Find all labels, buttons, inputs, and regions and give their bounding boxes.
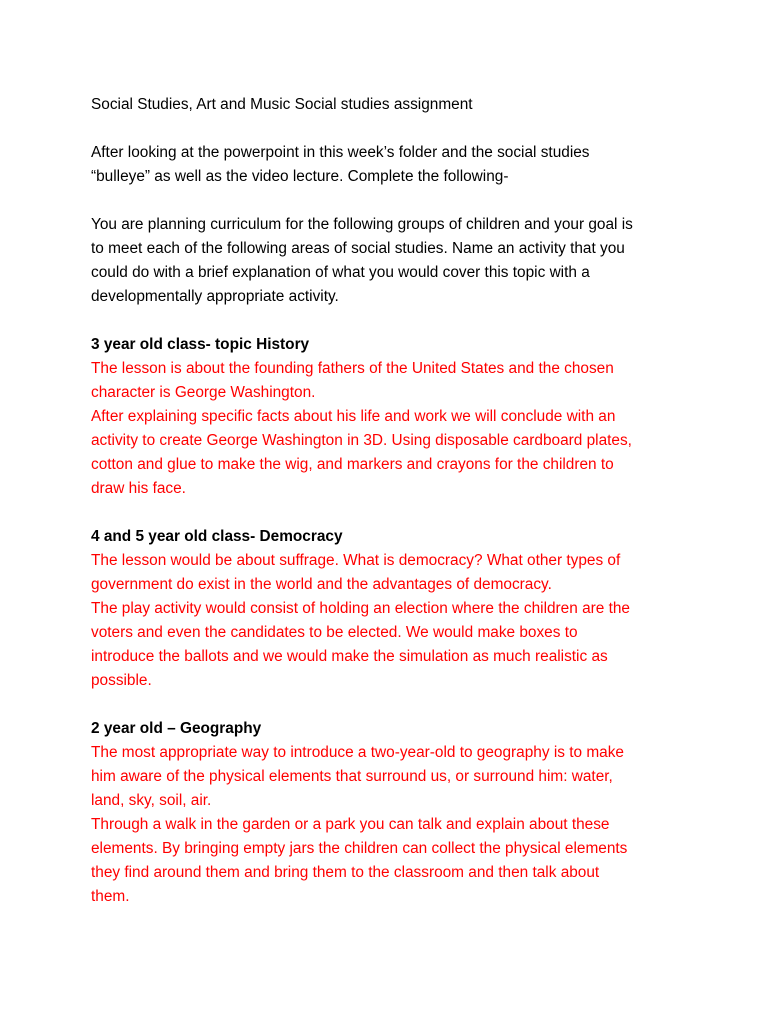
answer-line: cotton and glue to make the wig, and markers and crayons for the children to xyxy=(91,456,614,473)
instructions-line: could do with a brief explanation of what you would cover this topic with a xyxy=(91,264,590,281)
answer-line: him aware of the physical elements that surround us, or surround him: water, xyxy=(91,768,613,785)
answer-line: possible. xyxy=(91,672,152,689)
spacer xyxy=(91,309,708,333)
answer-line: The lesson would be about suffrage. What is democracy? What other types of xyxy=(91,552,621,569)
instructions-line: to meet each of the following areas of social studies. Name an activity that you xyxy=(91,240,625,257)
answer-line: voters and even the candidates to be elected. We would make boxes to xyxy=(91,624,578,641)
answer-line: draw his face. xyxy=(91,480,186,497)
answer-line: The most appropriate way to introduce a two-year-old to geography is to make xyxy=(91,744,624,761)
answer-line: they find around them and bring them to the classroom and then talk about xyxy=(91,864,600,881)
instructions-line: developmentally appropriate activity. xyxy=(91,288,339,305)
spacer xyxy=(91,501,708,525)
answer-line: elements. By bringing empty jars the children can collect the physical elements xyxy=(91,840,628,857)
intro-line: “bulleye” as well as the video lecture. Complete the following- xyxy=(91,168,509,185)
section-heading: 4 and 5 year old class- Democracy xyxy=(91,528,343,545)
intro-line: After looking at the powerpoint in this week’s folder and the social studies xyxy=(91,144,590,161)
section-democracy xyxy=(91,525,708,693)
section-heading: 3 year old class- topic History xyxy=(91,336,310,353)
answer-line: The play activity would consist of holding an election where the children are the xyxy=(91,600,630,617)
document-title: Social Studies, Art and Music Social studies assignment xyxy=(91,96,473,113)
answer-line: activity to create George Washington in 3D. Using disposable cardboard plates, xyxy=(91,432,632,449)
section-geography xyxy=(91,717,708,909)
answer-line: The lesson is about the founding fathers of the United States and the chosen xyxy=(91,360,614,377)
spacer xyxy=(91,117,708,141)
answer-line: land, sky, soil, air. xyxy=(91,792,212,809)
answer-line: government do exist in the world and the advantages of democracy. xyxy=(91,576,552,593)
section-heading: 2 year old – Geography xyxy=(91,720,262,737)
answer-line: After explaining specific facts about his life and work we will conclude with an xyxy=(91,408,616,425)
answer-line: character is George Washington. xyxy=(91,384,316,401)
answer-line: introduce the ballots and we would make the simulation as much realistic as xyxy=(91,648,608,665)
answer-line: them. xyxy=(91,888,130,905)
spacer xyxy=(91,189,708,213)
answer-line: Through a walk in the garden or a park you can talk and explain about these xyxy=(91,816,610,833)
instructions-line: You are planning curriculum for the following groups of children and your goal is xyxy=(91,216,633,233)
section-history xyxy=(91,333,708,501)
spacer xyxy=(91,693,708,717)
